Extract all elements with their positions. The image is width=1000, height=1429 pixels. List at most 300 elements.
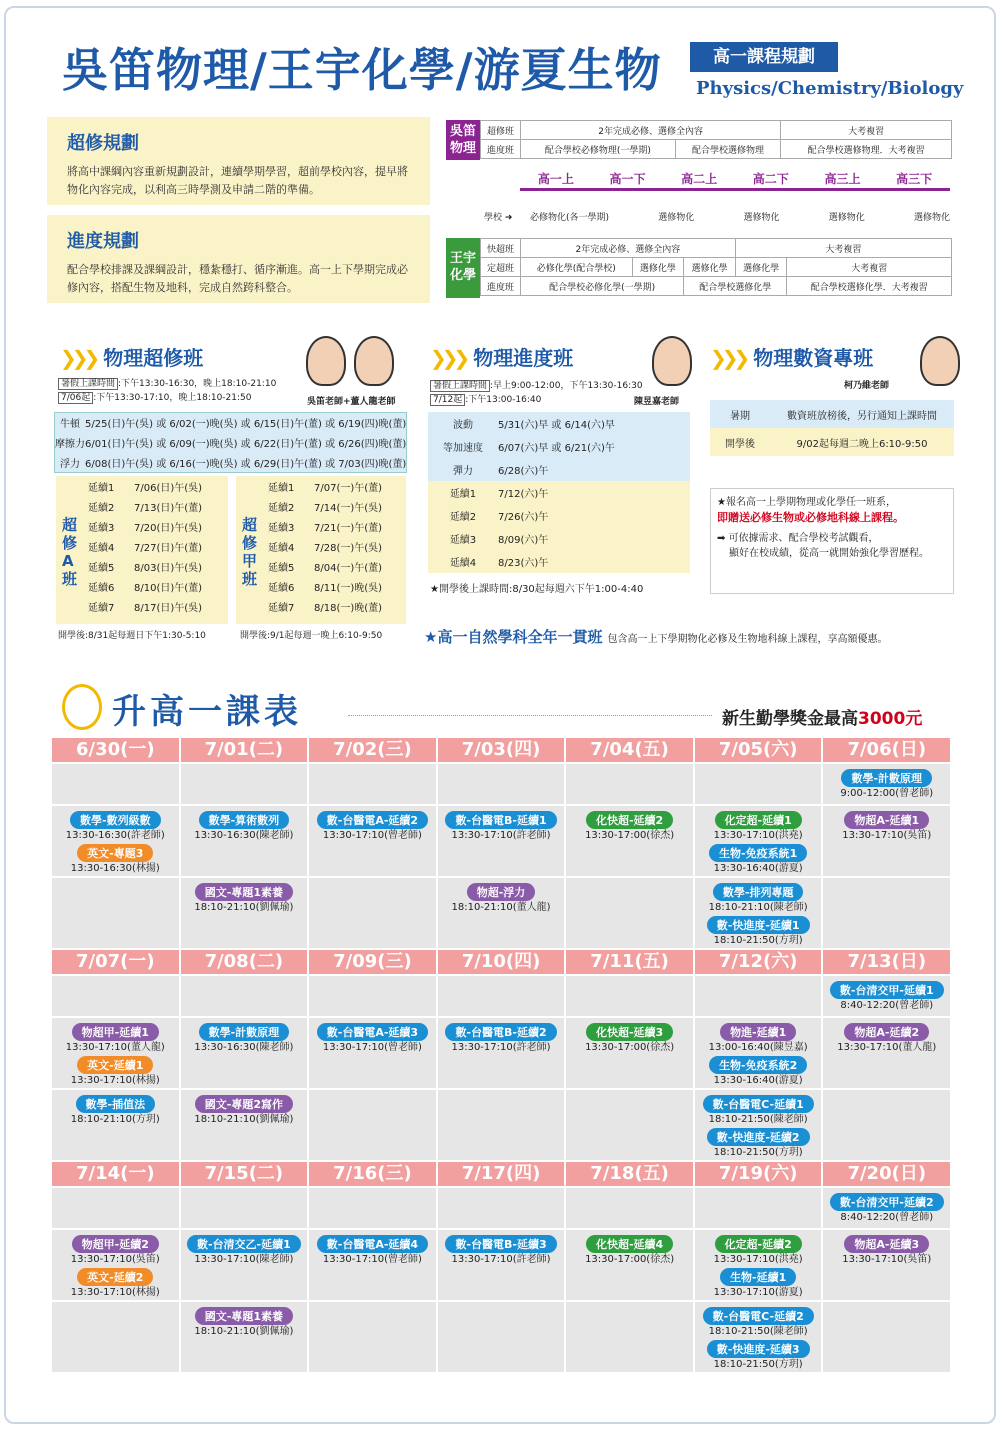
course-name: 數-台醫電C-延續1 [703, 1095, 814, 1113]
schedule-cell [566, 878, 693, 948]
course-name: 國文-專題2寫作 [195, 1095, 293, 1113]
summer-time: :早上9:00-12:00，下午13:30-16:30 [490, 381, 643, 391]
schedule-cell [181, 1018, 308, 1088]
course-time: 18:10-21:50(方玥) [713, 1147, 803, 1158]
cell: 6/07(六)早 或 6/21(六)午 [498, 435, 690, 458]
course-name: 生物-免疫系統1 [709, 844, 807, 862]
course-time: 13:30-16:30(陳老師) [194, 1042, 294, 1053]
course-name: 物進-延續1 [720, 1023, 796, 1041]
day-header: 7/07(一) [52, 950, 179, 974]
cell: 暑期 [710, 400, 770, 428]
school-item: 選修物化 [658, 213, 695, 223]
day-header: 7/12(六) [695, 950, 822, 974]
schedule-cell [566, 1188, 693, 1228]
course-time: 13:30-17:10(董人龍) [65, 1042, 165, 1053]
course-name: 生物-免疫系統2 [709, 1056, 807, 1074]
schedule-cell [309, 806, 436, 876]
cell: 7/06(日)午(吳) [134, 482, 203, 494]
stage: 高二下 [752, 172, 789, 186]
course-name: 數-台醫電B-延續2 [445, 1023, 556, 1041]
course-name: 數-台醫電B-延續3 [445, 1235, 556, 1253]
schedule-cell [438, 1188, 565, 1228]
table-row [88, 556, 226, 576]
schedule-cell [823, 976, 950, 1016]
class-a-label: 超修A班 [62, 516, 78, 588]
course-time: 13:30-16:30(許老師) [65, 830, 165, 841]
table-row [428, 412, 690, 435]
course-name: 數-台醫電A-延續2 [317, 811, 428, 829]
course-time: 13:30-17:10(許老師) [451, 1254, 551, 1265]
cell: 延續7 [268, 602, 295, 614]
slot-row [52, 976, 950, 1016]
chevron-icon: ❯❯❯ [60, 346, 96, 370]
cell: 7/28(一)午(吳) [314, 542, 383, 554]
course-time: 13:30-17:10(游夏) [713, 1287, 803, 1298]
prize-amount: 3000元 [858, 709, 923, 729]
schedule-cell [438, 976, 565, 1016]
cell: 7/27(日)午(董) [134, 542, 203, 554]
cell: 等加速度 [428, 435, 498, 458]
plan-progress [47, 215, 430, 303]
cell: 選修化學 [632, 258, 684, 277]
schedule-cell [52, 1302, 179, 1372]
col2-teacher: 陳昱嘉老師 [634, 397, 680, 407]
school-item: 選修物化 [828, 213, 865, 223]
cell: 6/01(日)午(吳) 或 6/09(一)晚(吳) 或 6/22(日)午(董) 或 6/26(四)晚(董) [85, 433, 407, 453]
slot-row [52, 1302, 950, 1372]
chevron-icon: ❯❯❯ [710, 346, 746, 370]
cell: 7/21(一)午(董) [314, 522, 383, 534]
cell: 大考複習 [735, 239, 951, 258]
table-row [88, 576, 226, 596]
col3-table [710, 400, 954, 456]
slot-row [52, 806, 950, 876]
course-time: 18:10-21:10(劉佩瑜) [194, 1114, 294, 1125]
school-row [530, 210, 950, 223]
schedule-cell [181, 878, 308, 948]
course-time: 13:30-17:10(洪堯) [713, 830, 803, 841]
course-time: 18:10-21:10(董人龍) [451, 902, 551, 913]
table-row [428, 550, 690, 573]
day-header: 7/03(四) [438, 738, 565, 762]
day-header: 7/16(三) [309, 1162, 436, 1186]
course-name: 物超A-延續3 [844, 1235, 929, 1253]
cell: 7/12(六)午 [498, 481, 690, 504]
schedule-cell [823, 764, 950, 804]
schedule-cell [52, 1230, 179, 1300]
cell: 大考複習 [787, 258, 952, 277]
course-name: 國文-專題1素養 [195, 1307, 293, 1325]
page-subtitle: Physics/Chemistry/Biology [696, 78, 964, 99]
table-row [428, 527, 690, 550]
cell: 配合學校選修物理 [675, 140, 781, 159]
teacher-avatar [652, 336, 692, 386]
course-name: 數學-插值法 [76, 1095, 156, 1113]
cell: 7/13(日)午(董) [134, 502, 203, 514]
plan-advanced [47, 117, 430, 205]
schedule-cell [438, 1090, 565, 1160]
course-time: 13:30-17:10(陳老師) [194, 1254, 294, 1265]
schedule-cell [566, 1090, 693, 1160]
cell: 數資班放榜後，另行通知上課時間 [770, 400, 954, 428]
schedule-cell [181, 1188, 308, 1228]
cell: 延續7 [88, 602, 115, 614]
course-name: 化定超-延續2 [715, 1235, 802, 1253]
day-header: 6/30(一) [52, 738, 179, 762]
schedule-cell [823, 878, 950, 948]
table-row [428, 458, 690, 481]
cell: 配合學校必修物理(一學期) [521, 140, 676, 159]
note-line: 即贈送必修生物或必修地科線上課程。 [717, 511, 904, 524]
day-header: 7/14(一) [52, 1162, 179, 1186]
schedule-cell [309, 764, 436, 804]
class-b-block [236, 476, 406, 624]
chevron-icon: ❯❯❯ [430, 346, 466, 370]
col2-note: ★開學後上課時間:8/30起每週六下午1:00-4:40 [430, 584, 644, 595]
table-row [268, 496, 404, 516]
cell: 5/25(日)午(吳) 或 6/02(一)晚(吳) 或 6/15(日)午(董) 或 6/19(四)晚(董) [85, 413, 407, 433]
cell: 摩擦力 [55, 433, 86, 453]
plan-advanced-text: 將高中課綱內容重新規劃設計，連續學期學習，超前學校內容，提早將物化內容完成，以利高三時學測及申請二階的準備。 [67, 165, 408, 196]
cell: 超修班 [481, 121, 521, 140]
schedule-cell [695, 976, 822, 1016]
course-time: 13:30-17:10(吳笛) [842, 1254, 932, 1265]
cell: 必修化學(配合學校) [521, 258, 633, 277]
schedule-cell [566, 764, 693, 804]
summer-time: :下午13:30-16:30，晚上18:10-21:10 [118, 379, 277, 389]
cell: 牛頓 [55, 413, 86, 433]
page-title: 吳笛物理/王宇化學/游夏生物 [62, 43, 662, 97]
schedule-cell [181, 806, 308, 876]
course-name: 數-台清交甲-延續2 [830, 1193, 944, 1211]
table-row [428, 435, 690, 458]
start-label: 7/12起 [430, 394, 465, 406]
col3-title: 物理數資專班 [753, 346, 874, 370]
col2-start [430, 392, 541, 405]
chemistry-plan-table [480, 238, 952, 296]
col3-header [710, 342, 873, 371]
cell: 延續3 [268, 522, 295, 534]
schedule-cell [52, 878, 179, 948]
stage: 高三上 [824, 172, 861, 186]
schedule-cell [438, 806, 565, 876]
cell: 延續4 [428, 550, 498, 573]
course-plan-tag: 高一課程規劃 [690, 42, 838, 72]
course-name: 數-台醫電A-延續4 [317, 1235, 428, 1253]
cell: 延續2 [88, 502, 115, 514]
school-label: 學校 ➜ [484, 213, 513, 223]
stage: 高一上 [537, 172, 574, 186]
note-line: ★報名高一上學期物理或化學任一班系， [717, 497, 896, 508]
day-header: 7/15(二) [181, 1162, 308, 1186]
schedule-cell [309, 1018, 436, 1088]
schedule-cell [566, 1018, 693, 1088]
course-name: 數-台醫電C-延續2 [703, 1307, 814, 1325]
schedule-cell [566, 806, 693, 876]
course-name: 數學-排列專題 [713, 883, 804, 901]
course-time: 13:30-17:10(吳笛) [70, 1254, 160, 1265]
cell: 延續3 [428, 527, 498, 550]
cell: 定超班 [481, 258, 521, 277]
class-b-table [268, 476, 404, 616]
course-time: 13:30-16:40(游夏) [713, 863, 803, 874]
schedule-cell [52, 764, 179, 804]
course-name: 物超甲-延續1 [72, 1023, 159, 1041]
course-time: 13:30-17:10(曾老師) [322, 830, 422, 841]
cell: 配合學校選修化學 [684, 277, 787, 296]
school-item: 選修物化 [913, 213, 950, 223]
day-header: 7/20(日) [823, 1162, 950, 1186]
course-name: 數學-計數原理 [841, 769, 932, 787]
course-name: 數-快進度-延續1 [707, 916, 810, 934]
course-time: 18:10-21:50(陳老師) [708, 1114, 808, 1125]
course-time: 18:10-21:10(方玥) [70, 1114, 160, 1125]
schedule-cell [181, 1230, 308, 1300]
scholarship [722, 704, 922, 729]
course-time: 13:30-17:10(吳笛) [842, 830, 932, 841]
schedule-title: 升高一課表 [112, 692, 302, 732]
schedule-cell [309, 1188, 436, 1228]
physics-plan-table [480, 120, 952, 159]
course-name: 國文-專題1素養 [195, 883, 293, 901]
note-a: 開學後:8/31起每週日下午1:30-5:10 [58, 631, 206, 641]
course-time: 13:30-17:10(許老師) [451, 1042, 551, 1053]
schedule-cell [309, 878, 436, 948]
col3-notes [710, 488, 954, 594]
schedule-cell [438, 1230, 565, 1300]
schedule-cell [823, 1302, 950, 1372]
course-time: 13:30-17:00(徐杰) [585, 1254, 675, 1265]
schedule-cell [823, 806, 950, 876]
day-header: 7/13(日) [823, 950, 950, 974]
cell: 7/14(一)午(吳) [314, 502, 383, 514]
class-a-block [56, 476, 228, 624]
cell: 開學後 [710, 428, 770, 456]
course-name: 數-台清交甲-延續1 [830, 981, 944, 999]
cell: 2年完成必修、選修全內容 [521, 239, 736, 258]
course-time: 13:30-17:10(曾老師) [322, 1042, 422, 1053]
cell: 7/20(日)午(吳) [134, 522, 203, 534]
chemistry-label: 王宇化學 [446, 238, 480, 298]
col1-teachers: 吳笛老師+董人龍老師 [307, 397, 396, 407]
day-header-row [52, 738, 950, 762]
course-time: 13:30-16:30(林揚) [70, 863, 160, 874]
banner-title: ★高一自然學科全年一貫班 [424, 628, 603, 646]
slot-row [52, 878, 950, 948]
prize-text: 新生勤學獎金最高 [722, 709, 858, 729]
schedule-cell [566, 976, 693, 1016]
course-time: 18:10-21:10(陳老師) [708, 902, 808, 913]
banner [424, 626, 888, 647]
table-row [268, 596, 404, 616]
day-header: 7/08(二) [181, 950, 308, 974]
day-header-row [52, 950, 950, 974]
course-name: 數-快進度-延續2 [707, 1128, 810, 1146]
course-time: 18:10-21:50(陳老師) [708, 1326, 808, 1337]
cell: 進度班 [481, 277, 521, 296]
slot-row [52, 1090, 950, 1160]
note-b: 開學後:9/1起每週一晚上6:10-9:50 [240, 631, 383, 641]
schedule-cell [309, 1090, 436, 1160]
schedule-cell [438, 1018, 565, 1088]
start-time: :下午13:00-16:40 [465, 395, 542, 405]
schedule-cell [52, 1018, 179, 1088]
teacher-avatar [354, 336, 394, 386]
course-name: 化定超-延續1 [715, 811, 802, 829]
slot-row [52, 1188, 950, 1228]
schedule-cell [181, 764, 308, 804]
day-header: 7/02(三) [309, 738, 436, 762]
course-name: 數-快進度-延續3 [707, 1340, 810, 1358]
cell: 浮力 [55, 453, 86, 473]
col1-intro-table [54, 412, 407, 473]
schedule-cell [695, 1302, 822, 1372]
cell: 延續2 [268, 502, 295, 514]
schedule-cell [309, 1230, 436, 1300]
table-row [268, 536, 404, 556]
day-header: 7/05(六) [695, 738, 822, 762]
school-item: 選修物化 [743, 213, 780, 223]
course-name: 生物-延續1 [720, 1268, 796, 1286]
schedule-cell [566, 1230, 693, 1300]
slot-row [52, 1018, 950, 1088]
course-time: 13:30-16:30(陳老師) [194, 830, 294, 841]
course-time: 18:10-21:10(劉佩瑜) [194, 902, 294, 913]
course-time: 8:40-12:20(曾老師) [840, 1212, 934, 1223]
schedule-cell [695, 1230, 822, 1300]
stage: 高三下 [896, 172, 933, 186]
cell: 5/31(六)早 或 6/14(六)早 [498, 412, 690, 435]
table-row [268, 576, 404, 596]
banner-desc: 包含高一上下學期物化必修及生物地科線上課程，享高額優惠。 [607, 634, 888, 645]
table-row [428, 481, 690, 504]
class-a-table [88, 476, 226, 616]
cell: 8/23(六)午 [498, 550, 690, 573]
day-header: 7/09(三) [309, 950, 436, 974]
course-name: 物超A-延續1 [844, 811, 929, 829]
course-name: 英文-延續1 [77, 1056, 153, 1074]
summer-label: 暑假上課時間 [58, 378, 118, 390]
day-header: 7/04(五) [566, 738, 693, 762]
course-time: 13:00-16:40(陳昱嘉) [708, 1042, 808, 1053]
course-time: 13:30-17:10(林揚) [70, 1287, 160, 1298]
divider [348, 715, 712, 716]
schedule-grid [52, 738, 950, 1374]
cell: 配合學校必修化學(一學期) [521, 277, 684, 296]
course-name: 化快超-延續2 [586, 811, 673, 829]
note-line: 顯好在校成績，從高一就開始強化學習歷程。 [729, 548, 929, 559]
schedule-cell [823, 1018, 950, 1088]
course-name: 英文-專題3 [77, 844, 153, 862]
schedule-cell [309, 976, 436, 1016]
cell: 延續4 [88, 542, 115, 554]
start-time: :下午13:30-17:10，晚上18:10-21:50 [93, 393, 252, 403]
cell: 快超班 [481, 239, 521, 258]
cell: 8/11(一)晚(吳) [314, 582, 383, 594]
cell: 8/09(六)午 [498, 527, 690, 550]
cell: 延續4 [268, 542, 295, 554]
schedule-cell [52, 1188, 179, 1228]
cell: 9/02起每週二晚上6:10-9:50 [770, 428, 954, 456]
day-header-row [52, 1162, 950, 1186]
cell: 波動 [428, 412, 498, 435]
table-row [88, 476, 226, 496]
cell: 選修化學 [684, 258, 736, 277]
course-time: 13:30-17:00(徐杰) [585, 1042, 675, 1053]
schedule-cell [52, 976, 179, 1016]
schedule-cell [823, 1230, 950, 1300]
schedule-cell [695, 764, 822, 804]
cell: 7/26(六)午 [498, 504, 690, 527]
table-row [88, 496, 226, 516]
course-time: 13:30-17:10(林揚) [70, 1075, 160, 1086]
course-time: 13:30-17:10(許老師) [451, 830, 551, 841]
cell: 6/28(六)午 [498, 458, 690, 481]
schedule-cell [695, 806, 822, 876]
col2-summer [430, 378, 643, 391]
course-name: 數學-數列級數 [70, 811, 161, 829]
slot-row [52, 1230, 950, 1300]
plan-advanced-title: 超修規劃 [67, 133, 139, 154]
course-time: 18:10-21:50(方玥) [713, 1359, 803, 1370]
course-time: 8:40-12:20(曾老師) [840, 1000, 934, 1011]
course-name: 物超A-延續2 [844, 1023, 929, 1041]
day-header: 7/10(四) [438, 950, 565, 974]
course-time: 18:10-21:50(方玥) [713, 935, 803, 946]
cell: 8/03(日)午(吳) [134, 562, 203, 574]
cell: 8/04(一)午(董) [314, 562, 383, 574]
schedule-cell [695, 878, 822, 948]
cell: 配合學校選修化學．大考複習 [787, 277, 952, 296]
cell: 延續6 [88, 582, 115, 594]
plan-progress-text: 配合學校排課及課綱設計，穩紮穩打、循序漸進。高一上下學期完成必修內容，搭配生物及地科，完成自然跨科整合。 [67, 263, 408, 294]
stage: 高一下 [609, 172, 646, 186]
class-b-label: 超修甲班 [242, 516, 258, 588]
course-name: 化快超-延續4 [586, 1235, 673, 1253]
day-header: 7/01(二) [181, 738, 308, 762]
schedule-cell [695, 1090, 822, 1160]
course-time: 13:30-17:10(董人龍) [837, 1042, 937, 1053]
schedule-cell [438, 878, 565, 948]
table-row [88, 596, 226, 616]
course-time: 13:30-17:00(徐杰) [585, 830, 675, 841]
timeline-bar [520, 188, 950, 191]
day-header: 7/19(六) [695, 1162, 822, 1186]
col2-table [428, 412, 690, 573]
cell: 延續5 [268, 562, 295, 574]
plan-progress-title: 進度規劃 [67, 231, 139, 252]
cell: 8/10(日)午(董) [134, 582, 203, 594]
cell: 延續2 [428, 504, 498, 527]
table-row [428, 504, 690, 527]
cell: 6/08(日)午(吳) 或 6/16(一)晚(吳) 或 6/29(日)午(董) 或 7/03(四)晚(董) [85, 453, 407, 473]
cell: 進度班 [481, 140, 521, 159]
course-time: 13:30-17:10(曾老師) [322, 1254, 422, 1265]
schedule-cell [181, 1090, 308, 1160]
table-row [268, 556, 404, 576]
table-row [88, 516, 226, 536]
note-line: ➡ 可依據需求、配合學校考試觀看， [717, 533, 879, 544]
course-name: 數學-計數原理 [199, 1023, 290, 1041]
cell: 彈力 [428, 458, 498, 481]
cell: 2年完成必修、選修全內容 [521, 121, 781, 140]
day-header: 7/17(四) [438, 1162, 565, 1186]
table-row [88, 536, 226, 556]
course-name: 英文-延續2 [77, 1268, 153, 1286]
schedule-cell [438, 764, 565, 804]
course-name: 物超-浮力 [467, 883, 536, 901]
cell: 大考複習 [781, 121, 952, 140]
